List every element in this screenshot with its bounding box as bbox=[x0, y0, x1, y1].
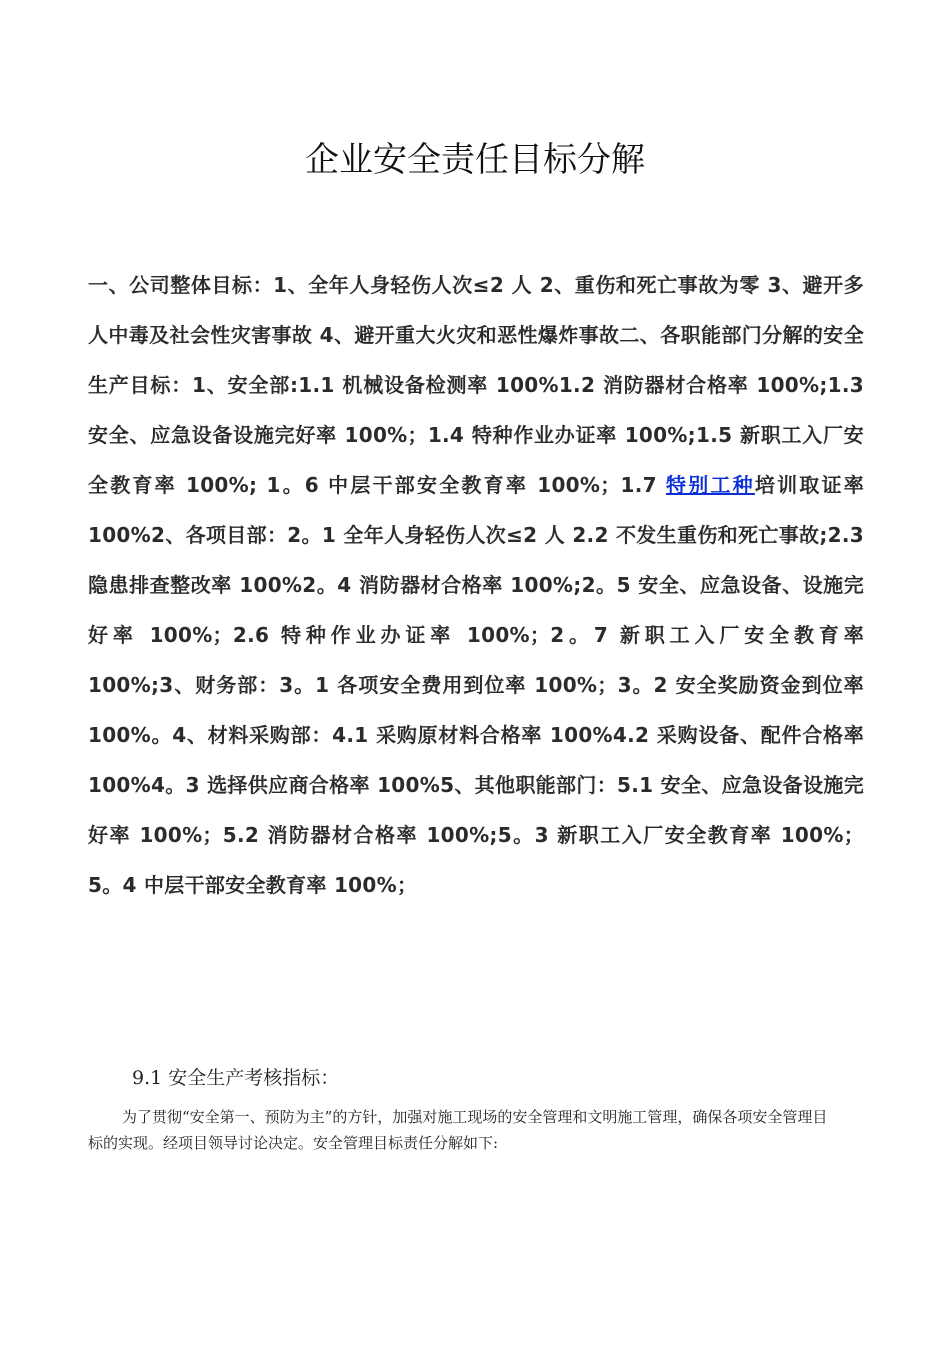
goals-paragraph bbox=[88, 260, 864, 910]
special-trade-link[interactable]: 特别工种 bbox=[666, 473, 755, 497]
goals-text-part2: 培训取证率 100%2、各项目部：2。1 全年人身轻伤人次≤2 人 2.2 不发生重伤和死亡事故;2.3 隐患排查整改率 100%2。4 消防器材合格率 100%;2。5 安全、应急设备、设施完好率 100%；2.6 特种作业办证率 100%；2。7 新职工入厂安全教育率 100%;3、财务部：3。1 各项安全费用到位率 100%；3。2 安全奖励资金到位率 100%。4、材料采购部：4.1 采购原材料合格率 100%4.2 采购设备、配件合格率 100%4。3 选择供应商合格率 100%5、其他职能部门：5.1 安全、应急设备设施完好率 100%；5.2 消防器材合格率 100%;5。3 新职工入厂安全教育率 100%；5。4 中层干部安全教育率 100%； bbox=[88, 473, 865, 897]
goals-text-part1: 一、公司整体目标：1、全年人身轻伤人次≤2 人 2、重伤和死亡事故为零 3、避开多人中毒及社会性灾害事故 4、避开重大火灾和恶性爆炸事故二、各职能部门分解的安全生产目标：1、安全部:1.1 机械设备检测率 100%1.2 消防器材合格率 100%;1.3 安全、应急设备设施完好率 100%；1.4 特种作业办证率 100%;1.5 新职工入厂安全教育率 100%; 1。6 中层干部安全教育率 100%；1.7 bbox=[88, 273, 864, 497]
section-heading: 9.1 安全生产考核指标： bbox=[132, 1067, 340, 1089]
document-title: 企业安全责任目标分解 bbox=[305, 140, 645, 180]
intro-paragraph: 为了贯彻“安全第一、预防为主”的方针，加强对施工现场的安全管理和文明施工管理，确保各项安全管理目标的实现。经项目领导讨论决定。安全管理目标责任分解如下: bbox=[88, 1108, 828, 1152]
